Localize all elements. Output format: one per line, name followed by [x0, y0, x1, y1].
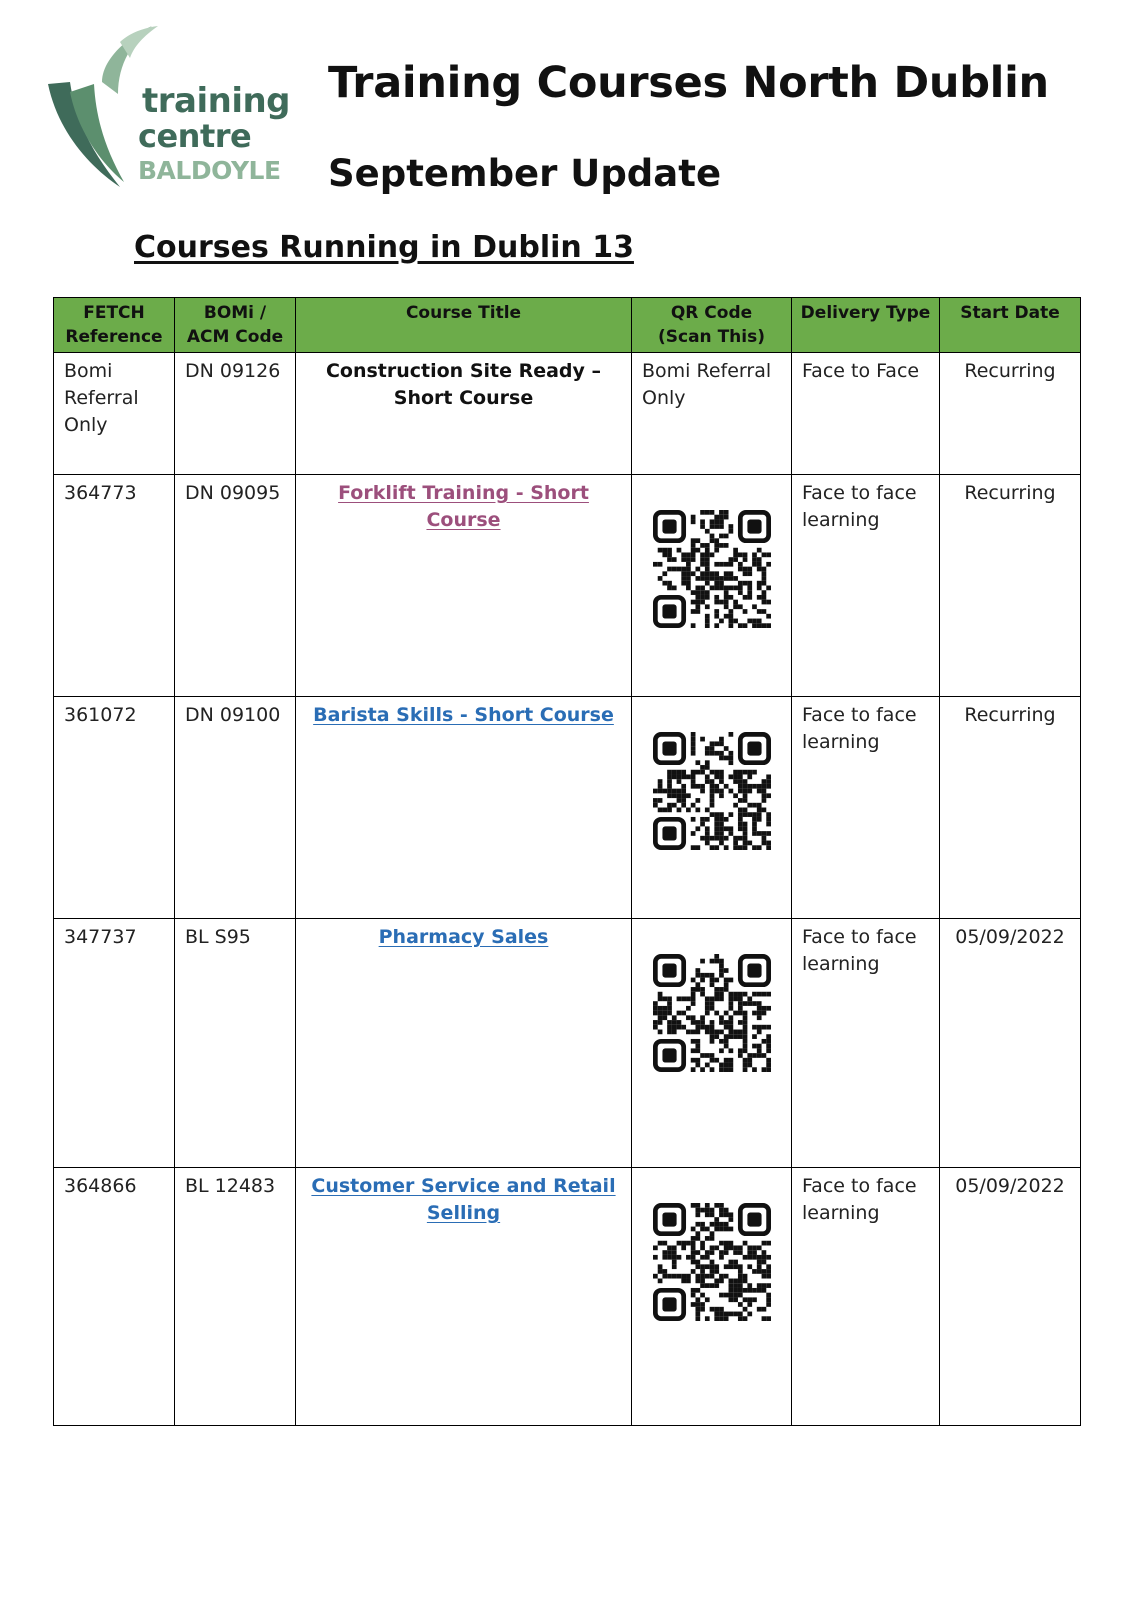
courses-table: [53, 297, 1081, 1426]
fetch-reference-cell: Bomi Referral Only: [54, 353, 175, 475]
header-delivery-type: [792, 298, 940, 353]
header-code-line1: BOMi /: [203, 303, 267, 323]
header-fetch-line2: Reference: [65, 327, 163, 347]
header-course-title: [296, 298, 632, 353]
fetch-reference-cell: 361072: [54, 697, 175, 919]
start-date-cell: 05/09/2022: [940, 919, 1081, 1168]
logo-text-training: training: [142, 81, 291, 121]
delivery-type-cell: Face to Face: [792, 353, 940, 475]
course-title: Construction Site Ready – Short Course: [325, 360, 602, 409]
header-delivery-line1: Delivery Type: [800, 303, 931, 323]
delivery-type-cell: Face to face learning: [792, 919, 940, 1168]
table-row: [54, 697, 1081, 919]
header-date-line1: Start Date: [960, 303, 1060, 323]
page-subtitle: September Update: [328, 152, 722, 195]
header-start-date: [940, 298, 1081, 353]
course-title-link[interactable]: Forklift Training - Short Course: [338, 482, 589, 531]
start-date-cell: Recurring: [940, 697, 1081, 919]
table-row: [54, 919, 1081, 1168]
header-fetch-line1: FETCH: [83, 303, 145, 323]
qr-code-cell: [632, 475, 792, 697]
qr-referral-note: Bomi Referral Only: [642, 360, 772, 409]
header-bomi-acm-code: [175, 298, 296, 353]
qr-code-icon[interactable]: [653, 954, 771, 1072]
training-centre-logo: [40, 22, 290, 197]
fetch-reference-cell: 347737: [54, 919, 175, 1168]
table-header-row: [54, 298, 1081, 353]
header-qr-line1: QR Code: [670, 303, 753, 323]
table-row: [54, 1168, 1081, 1426]
header-title-line1: Course Title: [405, 303, 522, 323]
course-title-link[interactable]: Customer Service and Retail Selling: [311, 1175, 616, 1224]
header-code-line2: ACM Code: [186, 327, 284, 347]
course-title-cell: [296, 697, 632, 919]
delivery-type-cell: Face to face learning: [792, 1168, 940, 1426]
acm-code-cell: BL S95: [175, 919, 296, 1168]
qr-code-cell: [632, 353, 792, 475]
page-title: Training Courses North Dublin: [328, 58, 1049, 108]
course-title-cell: [296, 475, 632, 697]
acm-code-cell: DN 09100: [175, 697, 296, 919]
course-title-cell: [296, 1168, 632, 1426]
acm-code-cell: DN 09126: [175, 353, 296, 475]
fetch-reference-cell: 364773: [54, 475, 175, 697]
fetch-reference-cell: 364866: [54, 1168, 175, 1426]
qr-code-cell: [632, 919, 792, 1168]
qr-code-icon[interactable]: [653, 1203, 771, 1321]
delivery-type-cell: Face to face learning: [792, 475, 940, 697]
delivery-type-cell: Face to face learning: [792, 697, 940, 919]
course-title-cell: [296, 919, 632, 1168]
acm-code-cell: BL 12483: [175, 1168, 296, 1426]
acm-code-cell: DN 09095: [175, 475, 296, 697]
header-qr-line2: (Scan This): [658, 327, 765, 347]
logo-text-baldoyle: BALDOYLE: [138, 156, 281, 185]
qr-code-icon[interactable]: [653, 732, 771, 850]
header-qr-code: [632, 298, 792, 353]
qr-code-icon[interactable]: [653, 510, 771, 628]
start-date-cell: Recurring: [940, 353, 1081, 475]
start-date-cell: Recurring: [940, 475, 1081, 697]
course-title-link[interactable]: Pharmacy Sales: [378, 926, 549, 948]
qr-code-cell: [632, 1168, 792, 1426]
course-title-link[interactable]: Barista Skills - Short Course: [313, 704, 614, 726]
qr-code-cell: [632, 697, 792, 919]
start-date-cell: 05/09/2022: [940, 1168, 1081, 1426]
table-row: [54, 353, 1081, 475]
table-row: [54, 475, 1081, 697]
header-fetch-reference: [54, 298, 175, 353]
course-title-cell: [296, 353, 632, 475]
section-heading: Courses Running in Dublin 13: [134, 230, 634, 265]
logo-text-centre: centre: [138, 117, 252, 155]
